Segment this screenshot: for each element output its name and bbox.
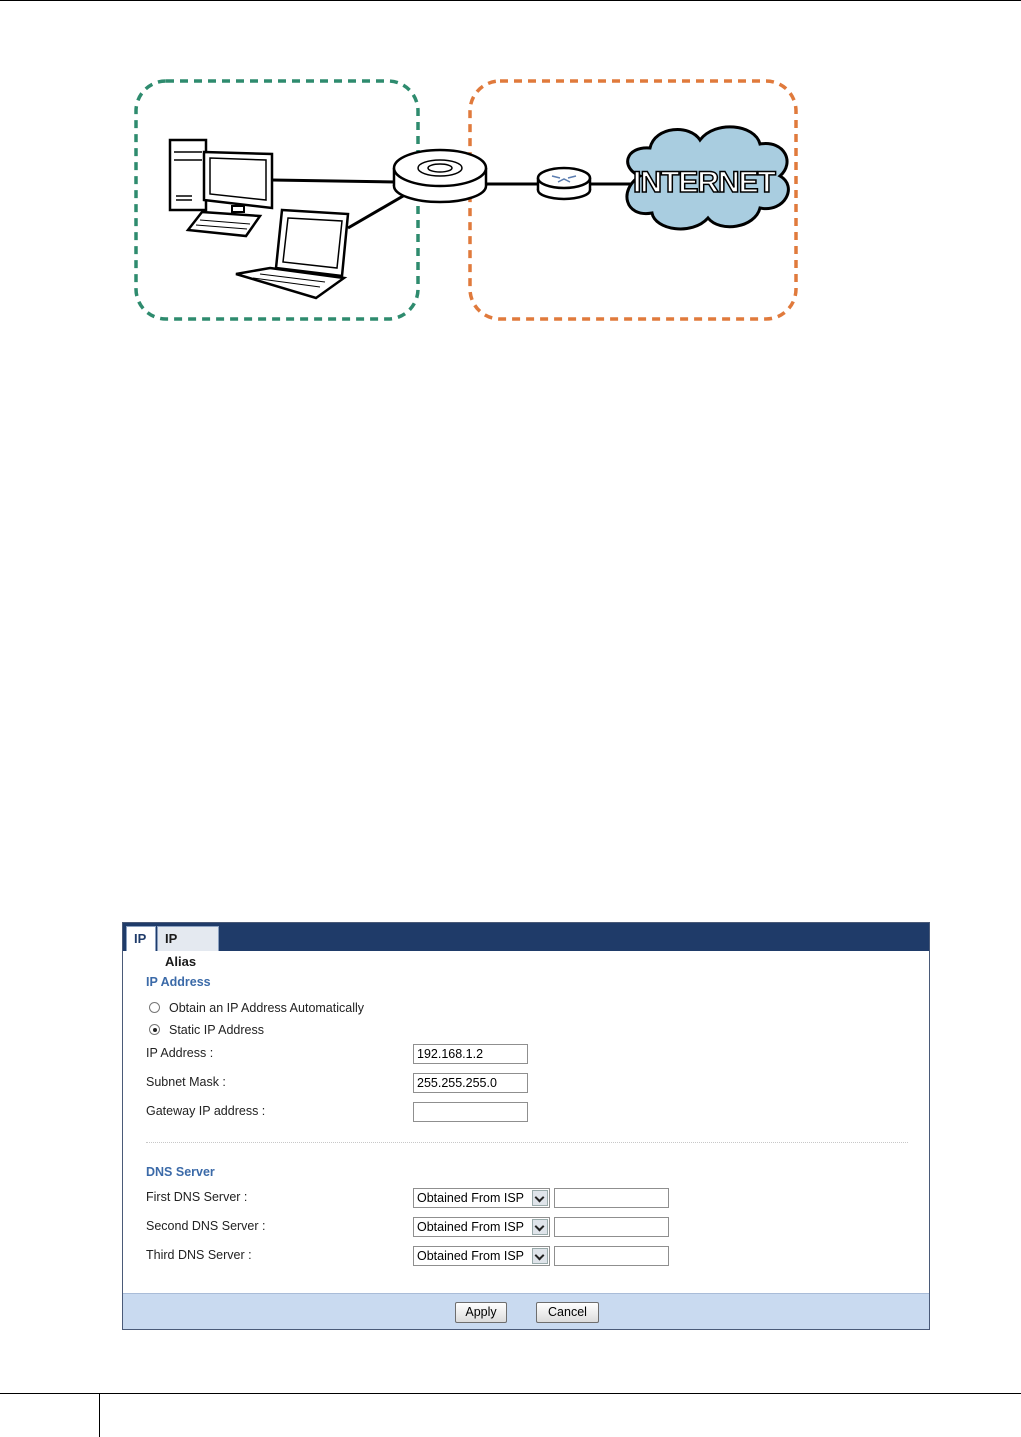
desktop-computer-icon	[170, 140, 272, 236]
cable-desktop-router	[272, 180, 396, 182]
second-dns-mode-value: Obtained From ISP	[417, 1220, 524, 1234]
page-top-rule	[0, 0, 1021, 1]
first-dns-input[interactable]	[554, 1188, 669, 1208]
ip-address-input[interactable]: 192.168.1.2	[413, 1044, 528, 1064]
apply-button[interactable]: Apply	[455, 1302, 507, 1323]
first-dns-mode-select[interactable]	[413, 1188, 550, 1208]
tab-ip-label: IP	[134, 931, 147, 946]
second-dns-mode-select[interactable]	[413, 1217, 550, 1237]
section-divider	[146, 1142, 908, 1143]
radio-obtain-automatically[interactable]	[149, 1000, 364, 1016]
second-dns-input[interactable]	[554, 1217, 669, 1237]
ip-settings-panel	[122, 922, 930, 1330]
dns-server-section-title: DNS Server	[146, 1165, 215, 1179]
button-bar	[123, 1293, 929, 1329]
modem-icon	[538, 168, 590, 199]
third-dns-mode-select[interactable]	[413, 1246, 550, 1266]
chevron-down-icon[interactable]	[532, 1248, 548, 1264]
tab-ip[interactable]	[126, 926, 156, 951]
third-dns-mode-value: Obtained From ISP	[417, 1249, 524, 1263]
internet-label: INTERNET	[633, 166, 775, 199]
radio-static-button[interactable]	[149, 1024, 160, 1035]
first-dns-mode-value: Obtained From ISP	[417, 1191, 524, 1205]
radio-obtain-auto-button[interactable]	[149, 1002, 160, 1013]
cancel-button[interactable]: Cancel	[536, 1302, 599, 1323]
tab-ip-alias[interactable]	[157, 926, 219, 969]
gateway-ip-label: Gateway IP address :	[146, 1104, 266, 1118]
second-dns-label: Second DNS Server :	[146, 1219, 266, 1233]
radio-obtain-auto-label: Obtain an IP Address Automatically	[169, 1001, 365, 1015]
tab-ip-alias-label: IP Alias	[165, 931, 197, 969]
ip-address-section-title: IP Address	[146, 975, 211, 989]
chevron-down-icon[interactable]	[532, 1190, 548, 1206]
page-bottom-rule	[100, 1393, 1021, 1394]
page-number-box	[0, 1393, 100, 1437]
first-dns-label: First DNS Server :	[146, 1190, 248, 1204]
gateway-ip-input[interactable]	[413, 1102, 528, 1122]
chevron-down-icon[interactable]	[532, 1219, 548, 1235]
internet-cloud-icon	[627, 127, 788, 229]
third-dns-label: Third DNS Server :	[146, 1248, 252, 1262]
radio-static-label: Static IP Address	[169, 1023, 264, 1037]
network-diagram	[120, 68, 820, 338]
tab-content	[123, 951, 929, 1293]
subnet-mask-label: Subnet Mask :	[146, 1075, 226, 1089]
tab-bar	[123, 923, 929, 969]
third-dns-input[interactable]	[554, 1246, 669, 1266]
cable-laptop-router	[348, 192, 410, 228]
radio-static-ip[interactable]	[149, 1022, 264, 1038]
ip-address-label: IP Address :	[146, 1046, 214, 1060]
router-icon	[394, 150, 486, 202]
subnet-mask-input[interactable]: 255.255.255.0	[413, 1073, 528, 1093]
